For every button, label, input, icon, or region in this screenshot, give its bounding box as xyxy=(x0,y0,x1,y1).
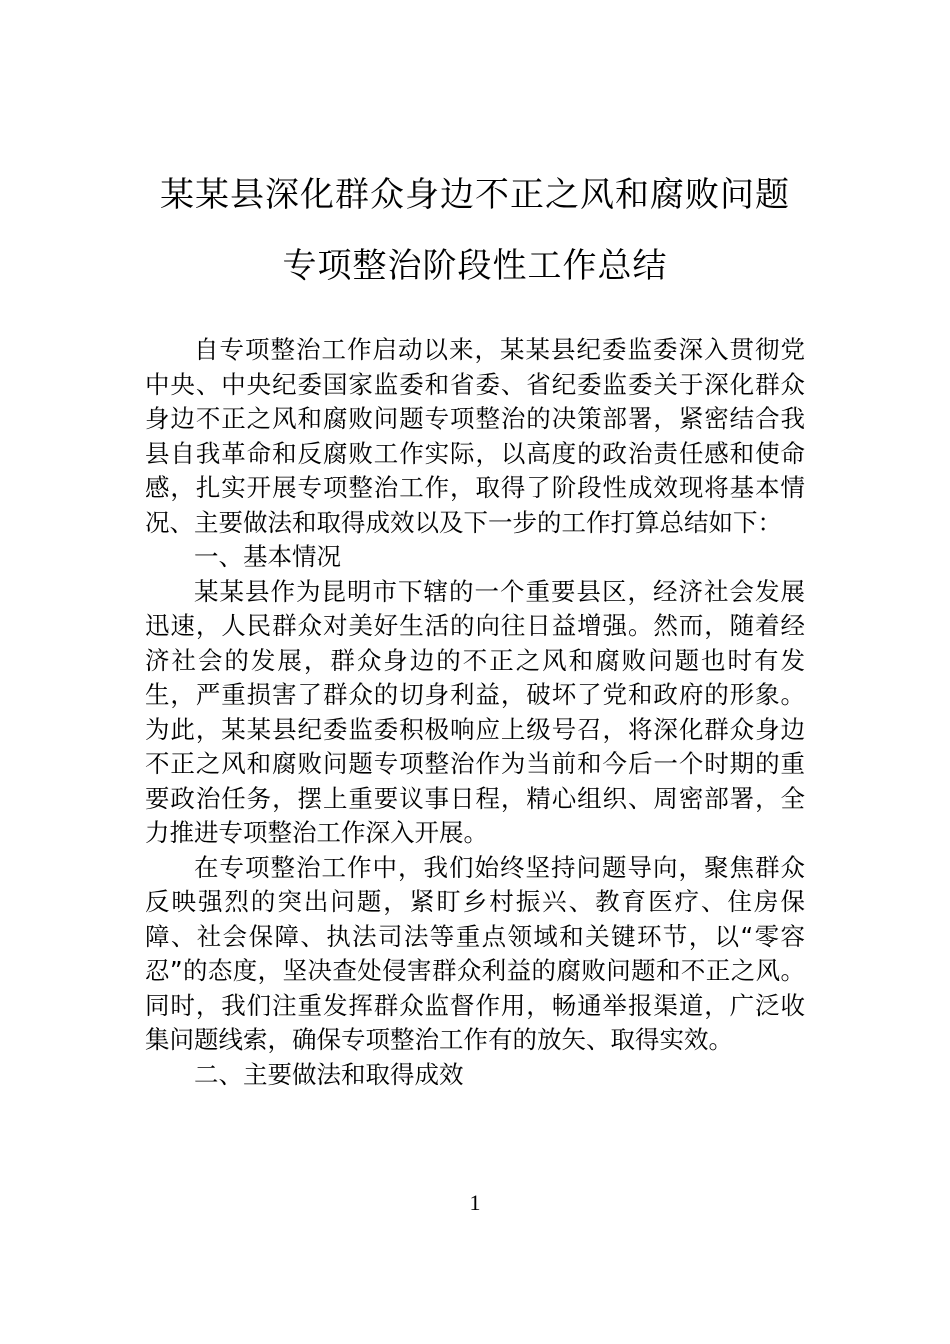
body-paragraph: 在专项整治工作中，我们始终坚持问题导向，聚焦群众反映强烈的突出问题，紧盯乡村振兴、教育医疗、住房保障、社会保障、执法司法等重点领域和关键环节，以“零容忍”的态度，坚决查处侵害群众利益的腐败问题和不正之风。同时，我们注重发挥群众监督作用，畅通举报渠道，广泛收集问题线索，确保专项整治工作有的放矢、取得实效。 xyxy=(145,852,805,1054)
intro-paragraph: 自专项整治工作启动以来，某某县纪委监委深入贯彻党中央、中央纪委国家监委和省委、省纪委监委关于深化群众身边不正之风和腐败问题专项整治的决策部署，紧密结合我县自我革命和反腐败工作实际，以高度的政治责任感和使命感，扎实开展专项整治工作，取得了阶段性成效现将基本情况、主要做法和取得成效以及下一步的工作打算总结如下： xyxy=(145,335,805,537)
document-body xyxy=(145,333,805,1092)
body-paragraph: 某某县作为昆明市下辖的一个重要县区，经济社会发展迅速，人民群众对美好生活的向往日益增强。然而，随着经济社会的发展，群众身边的不正之风和腐败问题也时有发生，严重损害了群众的切身利益，破坏了党和政府的形象。为此，某某县纪委监委积极响应上级号召，将深化群众身边不正之风和腐败问题专项整治作为当前和今后一个时期的重要政治任务，摆上重要议事日程，精心组织、周密部署，全力推进专项整治工作深入开展。 xyxy=(145,576,805,847)
document-title-line-2: 专项整治阶段性工作总结 xyxy=(282,246,668,286)
document-title-line-1: 某某县深化群众身边不正之风和腐败问题 xyxy=(160,175,790,215)
section-heading-main-practices: 二、主要做法和取得成效 xyxy=(194,1059,464,1089)
section-heading-basic-situation: 一、基本情况 xyxy=(194,542,341,571)
page-number: 1 xyxy=(469,1190,481,1215)
